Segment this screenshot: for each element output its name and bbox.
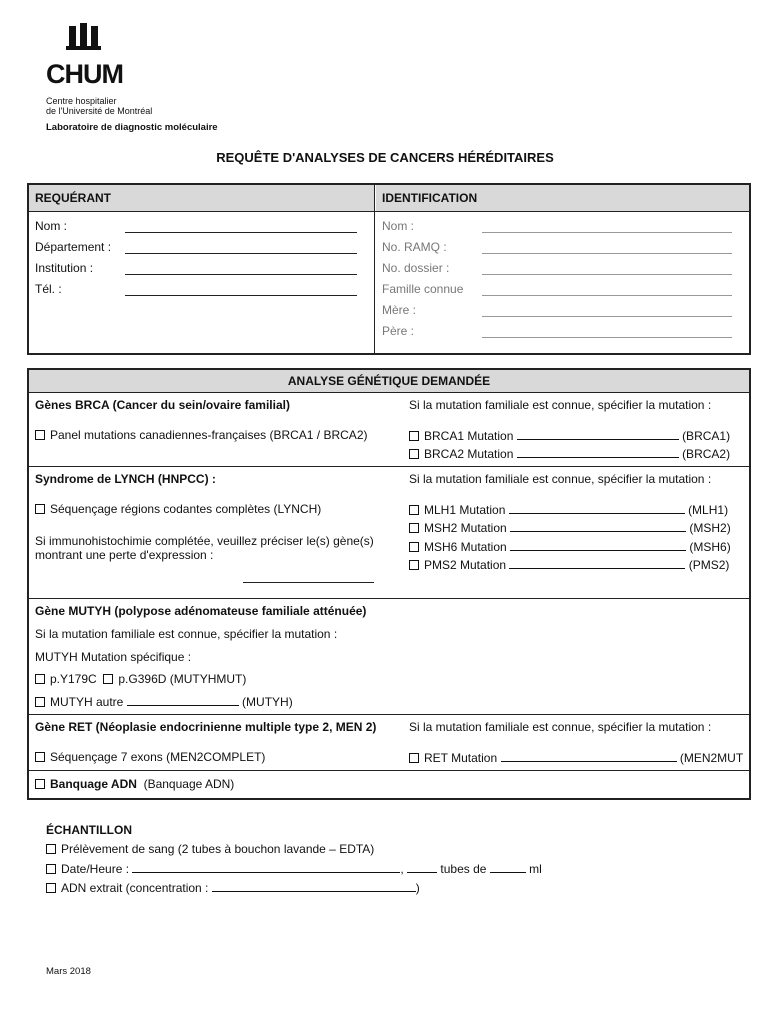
checkbox-icon[interactable] [46,883,56,893]
id-dossier-field[interactable] [482,274,732,275]
prelevement-option[interactable]: Prélèvement de sang (2 tubes à bouchon lavande – EDTA) [46,842,374,856]
requerant-institution-label: Institution : [35,261,94,275]
checkbox-icon[interactable] [35,674,45,684]
brca2-mutation[interactable]: BRCA2 Mutation (BRCA2) [409,446,730,461]
id-nom-field[interactable] [482,232,732,233]
id-pere-field[interactable] [482,337,732,338]
mutyh-specific: MUTYH Mutation spécifique : [35,650,192,664]
checkbox-icon[interactable] [35,697,45,707]
adn-extrait-option[interactable]: ADN extrait (concentration : ) [46,880,420,895]
chum-logo-icon [66,23,102,51]
banquage-option[interactable]: Banquage ADN (Banquage ADN) [35,777,234,791]
ret-mutation[interactable]: RET Mutation (MEN2MUT [409,750,743,765]
mutyh-other-option[interactable]: MUTYH autre (MUTYH) [35,694,293,709]
brca-title: Gènes BRCA (Cancer du sein/ovaire familial) [35,398,290,412]
lynch-seq-option[interactable]: Séquençage régions codantes complètes (LYNCH) [35,502,321,516]
mutyh-options: p.Y179C p.G396D (MUTYHMUT) [35,672,246,686]
brca1-mutation[interactable]: BRCA1 Mutation (BRCA1) [409,428,730,443]
id-famille-field[interactable] [482,295,732,296]
checkbox-icon[interactable] [35,779,45,789]
id-mere-label: Mère : [382,303,417,317]
checkbox-icon[interactable] [46,864,56,874]
checkbox-icon[interactable] [409,505,419,515]
requerant-nom-label: Nom : [35,219,68,233]
mlh1-mutation[interactable]: MLH1 Mutation (MLH1) [409,502,728,517]
id-nom-label: Nom : [382,219,415,233]
checkbox-icon[interactable] [409,523,419,533]
checkbox-icon[interactable] [409,431,419,441]
page-title: REQUÊTE D'ANALYSES DE CANCERS HÉRÉDITAIRES [216,150,554,165]
requerant-tel-field[interactable] [125,295,357,296]
lynch-immuno-text: Si immunohistochimie complétée, veuillez préciser le(s) gène(s) montrant une perte d'expression : [35,534,374,562]
id-famille-label: Famille connue [382,282,464,296]
pms2-mutation[interactable]: PMS2 Mutation (PMS2) [409,557,729,572]
lab-name: Laboratoire de diagnostic moléculaire [46,122,218,133]
checkbox-icon[interactable] [409,560,419,570]
identification-title: IDENTIFICATION [382,191,478,205]
echantillon-heading: ÉCHANTILLON [46,823,132,837]
checkbox-icon[interactable] [46,844,56,854]
id-dossier-label: No. dossier : [382,261,450,275]
id-pere-label: Père : [382,324,415,338]
checkbox-icon[interactable] [35,752,45,762]
requerant-institution-field[interactable] [125,274,357,275]
brca-panel-option[interactable]: Panel mutations canadiennes-françaises (BRCA1 / BRCA2) [35,428,367,442]
brca-specify: Si la mutation familiale est connue, spécifier la mutation : [409,398,712,412]
requerant-tel-label: Tél. : [35,282,62,296]
checkbox-icon[interactable] [409,753,419,763]
lynch-title: Syndrome de LYNCH (HNPCC) : [35,472,216,486]
mutyh-specify: Si la mutation familiale est connue, spécifier la mutation : [35,627,338,641]
org-name: Centre hospitalier de l'Université de Montréal [46,96,153,116]
footer-date: Mars 2018 [46,966,91,977]
lynch-immuno-field[interactable] [243,582,374,583]
checkbox-icon[interactable] [409,542,419,552]
checkbox-icon[interactable] [409,449,419,459]
id-ramq-label: No. RAMQ : [382,240,447,254]
lynch-specify: Si la mutation familiale est connue, spécifier la mutation : [409,472,712,486]
checkbox-icon[interactable] [35,504,45,514]
ret-title: Gène RET (Néoplasie endocrinienne multiple type 2, MEN 2) [35,720,377,734]
analyse-title: ANALYSE GÉNÉTIQUE DEMANDÉE [287,374,491,388]
requerant-departement-field[interactable] [125,253,357,254]
checkbox-icon[interactable] [35,430,45,440]
checkbox-icon[interactable] [103,674,113,684]
ret-specify: Si la mutation familiale est connue, spécifier la mutation : [409,720,712,734]
requerant-nom-field[interactable] [125,232,357,233]
mutyh-title: Gène MUTYH (polypose adénomateuse familiale atténuée) [35,604,367,618]
id-mere-field[interactable] [482,316,732,317]
logo-text: CHUM [46,59,123,89]
ret-seq-option[interactable]: Séquençage 7 exons (MEN2COMPLET) [35,750,265,764]
msh2-mutation[interactable]: MSH2 Mutation (MSH2) [409,520,731,535]
requerant-departement-label: Département : [35,240,112,254]
msh6-mutation[interactable]: MSH6 Mutation (MSH6) [409,539,731,554]
id-ramq-field[interactable] [482,253,732,254]
date-heure-option[interactable]: Date/Heure : , tubes de ml [46,861,542,876]
requerant-title: REQUÉRANT [35,191,112,205]
